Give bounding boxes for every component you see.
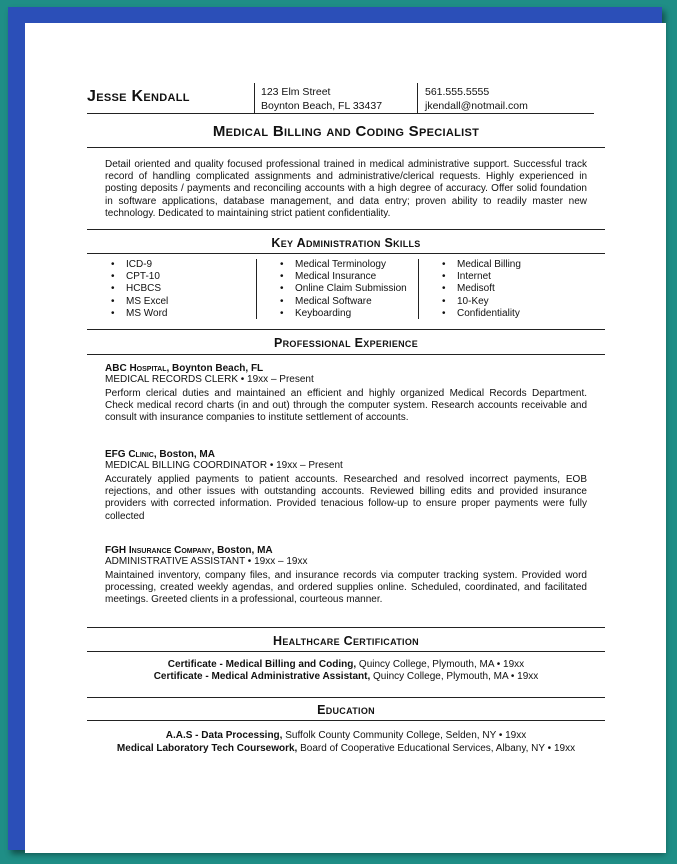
- skill-item: • CPT-10: [126, 271, 168, 283]
- header-divider-1: [254, 83, 255, 113]
- education-detail: Board of Cooperative Educational Services, Albany, NY • 19xx: [297, 743, 576, 754]
- resume-page: [25, 23, 666, 853]
- address-line-2: Boynton Beach, FL 33437: [261, 100, 383, 112]
- education-rule-top: [87, 697, 605, 698]
- certification-rule-top: [87, 627, 605, 628]
- job-entry-3: [105, 545, 587, 607]
- education-name: Medical Laboratory Tech Coursework,: [116, 743, 298, 754]
- experience-heading: Professional Experience: [273, 336, 419, 350]
- certification-item: [87, 671, 605, 682]
- experience-rule-top: [87, 329, 605, 330]
- certification-name: Certificate - Medical Administrative Assistant,: [153, 671, 371, 682]
- job-description: Accurately applied payments to patient accounts. Researched and resolved incorrect payments, EOB rejections, and other issues with outstanding accounts. Reviewed billing edits and provided insurance providers with corrected information. Provided tenacious follow-up to ensure proper payments were fully collected: [105, 474, 587, 522]
- document-frame: [8, 7, 662, 850]
- skill-item: • Medical Software: [295, 296, 407, 308]
- job-company: EFG Clinic: [105, 449, 154, 460]
- job-title: MEDICAL BILLING COORDINATOR • 19xx – Present: [105, 460, 343, 471]
- job-location: , Boston, MA: [153, 449, 215, 460]
- skill-item: • Medical Insurance: [295, 271, 407, 283]
- skill-item: • Confidentiality: [457, 308, 521, 320]
- certification-rule-bottom: [87, 651, 605, 652]
- skills-column-3: [457, 259, 521, 320]
- education-item: [87, 743, 605, 754]
- education-heading: Education: [317, 703, 375, 717]
- job-company: ABC Hospital: [105, 363, 167, 374]
- skill-item: • 10-Key: [457, 296, 521, 308]
- title-rule: [87, 147, 605, 148]
- phone: 561.555.5555: [425, 86, 490, 98]
- skills-divider-2: [418, 259, 419, 319]
- address-block: [261, 85, 382, 113]
- skills-column-2: [295, 259, 407, 320]
- resume-title: Medical Billing and Coding Specialist: [212, 123, 480, 140]
- skill-item: • Medical Billing: [457, 259, 521, 271]
- job-entry-2: [105, 449, 587, 523]
- contact-block: [425, 85, 528, 113]
- skills-column-1: [126, 259, 168, 320]
- address-line-1: 123 Elm Street: [261, 86, 331, 98]
- skills-rule-bottom: [87, 253, 605, 254]
- skills-divider-1: [256, 259, 257, 319]
- certification-item: [87, 659, 605, 670]
- education-rule-bottom: [87, 720, 605, 721]
- certification-name: Certificate - Medical Billing and Coding,: [167, 659, 357, 670]
- education-detail: Suffolk County Community College, Selden, NY • 19xx: [282, 730, 527, 741]
- experience-rule-bottom: [87, 354, 605, 355]
- certification-detail: Quincy College, Plymouth, MA • 19xx: [356, 659, 525, 670]
- skill-item: • HCBCS: [126, 283, 168, 295]
- job-entry-1: [105, 363, 587, 425]
- skill-item: • Medisoft: [457, 283, 521, 295]
- candidate-name: Jesse Kendall: [87, 88, 190, 105]
- job-title: MEDICAL RECORDS CLERK • 19xx – Present: [105, 374, 314, 385]
- skill-item: • Keyboarding: [295, 308, 407, 320]
- certification-detail: Quincy College, Plymouth, MA • 19xx: [370, 671, 539, 682]
- education-name: A.A.S - Data Processing,: [165, 730, 283, 741]
- email: jkendall@notmail.com: [425, 100, 528, 112]
- skills-heading: Key Administration Skills: [271, 236, 421, 250]
- job-location: , Boston, MA: [211, 545, 273, 556]
- skill-item: • ICD-9: [126, 259, 168, 271]
- skill-item: • MS Word: [126, 308, 168, 320]
- header-rule: [87, 113, 594, 114]
- education-item: [87, 730, 605, 741]
- skill-item: • Medical Terminology: [295, 259, 407, 271]
- skill-item: • Internet: [457, 271, 521, 283]
- skills-rule-top: [87, 229, 605, 230]
- job-description: Perform clerical duties and maintained an efficient and highly organized Medical Records Department. Check medical record charts (in and out) through the computer system. Research accounts receivable and consult with insurance companies to institute settlement of accounts.: [105, 388, 587, 424]
- skill-item: • MS Excel: [126, 296, 168, 308]
- skill-item: • Online Claim Submission: [295, 283, 407, 295]
- job-description: Maintained inventory, company files, and insurance records via computer tracking system. Provided word processing, created weekly agendas, and ordered supplies online. Scheduled, coordinated, and facilitated meetings. Greeted clients in a professional, courteous manner.: [105, 570, 587, 606]
- header-divider-2: [417, 83, 418, 113]
- professional-summary: Detail oriented and quality focused professional trained in medical administrative support. Successful track record of handling complicated assignments and administrative/clerical requests. Highly experienced in posting deposits / payments and reconciling accounts with a high degree of accuracy. Offer solid foundation in software applications, database management, and data entry; proven ability to readily master new technology. Dedicated to maintaining strict patient confidentiality.: [105, 159, 587, 219]
- job-title: ADMINISTRATIVE ASSISTANT • 19xx – 19xx: [105, 556, 308, 567]
- certification-heading: Healthcare Certification: [273, 634, 419, 648]
- job-location: , Boynton Beach, FL: [166, 363, 264, 374]
- job-company: FGH Insurance Company: [105, 545, 212, 556]
